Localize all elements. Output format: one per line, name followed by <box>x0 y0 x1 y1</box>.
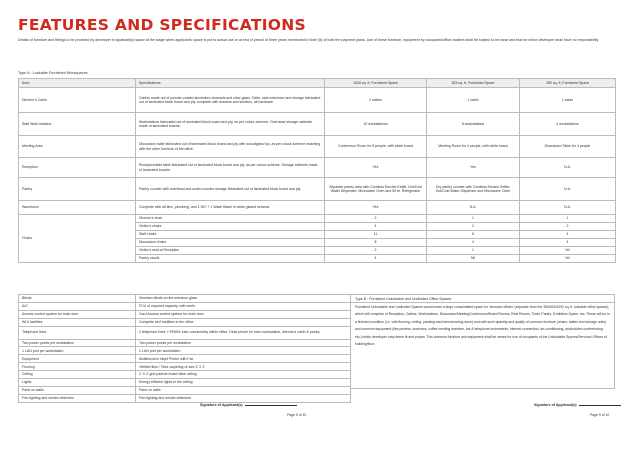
signature-right <box>534 403 621 407</box>
value-1000-cell: Separate pantry area with Cordless Electric Kettle, Hot/Cold Water Dispenser, Microwave Oven and 50 ltr. Refrigerator <box>325 178 427 201</box>
value-350-cell: N.A. <box>520 201 616 215</box>
value-350-cell: 2 <box>520 223 616 231</box>
signature-label-right: Signature of Applicant(s) <box>534 403 577 407</box>
chair-spec-cell: Director's chair <box>136 215 325 223</box>
common-area-cell: A/C <box>19 302 136 310</box>
area-cell: Meeting Area <box>19 136 136 158</box>
value-525-cell: 8 <box>427 231 520 239</box>
common-area-cell: Ceiling <box>19 371 136 379</box>
table-row <box>19 158 616 178</box>
table-row <box>19 201 616 215</box>
chair-spec-cell: Visitor's chairs <box>136 223 325 231</box>
common-area-cell: Access control system for main door <box>19 310 136 318</box>
value-1000-cell: 8 <box>325 239 427 247</box>
chair-spec-cell: Staff chairs <box>136 231 325 239</box>
common-spec-cell: 2' X 2' grid particle board false ceiling <box>136 371 351 379</box>
value-1000-cell: 11 <box>325 231 427 239</box>
common-spec-cell: FCU of required capacity, with vents <box>136 302 351 310</box>
chair-row <box>19 215 616 223</box>
common-area-cell: Equipment <box>19 355 136 363</box>
value-1000-cell: 2 <box>325 247 427 255</box>
chair-spec-cell: Visitor's seat at Reception <box>136 247 325 255</box>
header-350-sqft: 350 sq. ft. Furnished Space <box>520 79 616 88</box>
spec-cell: Workstations fabricated out of laminated block board and ply, as per colour-scheme. Overhead storage cabinets made of laminated boards. <box>136 113 325 136</box>
value-350-cell: 1 <box>520 215 616 223</box>
value-525-cell: Nil <box>427 255 520 263</box>
type-a-label: Type A : Lockable Furnished Workspaces <box>18 71 88 75</box>
value-350-cell: N.A. <box>520 178 616 201</box>
common-spec-cell: 1 LAN port per workstation <box>136 347 351 355</box>
common-row <box>19 355 351 363</box>
workspace-spec-table <box>18 78 616 263</box>
spec-cell: Pantry counter with overhead and under-counter storage fabricated out of laminated block board and ply. <box>136 178 325 201</box>
value-1000-cell: 4 <box>325 255 427 263</box>
common-row <box>19 386 351 394</box>
common-row <box>19 379 351 387</box>
common-spec-cell: Multifunction Inkjet Printer with Fax <box>136 355 351 363</box>
common-row <box>19 295 351 303</box>
value-350-cell: Discussion Table for 4 people <box>520 136 616 158</box>
value-1000-cell: 10 workstations <box>325 113 427 136</box>
value-350-cell: Nil <box>520 247 616 255</box>
area-cell: Pantry <box>19 178 136 201</box>
common-row <box>19 310 351 318</box>
common-spec-cell: Venetian blinds on the entrance glass <box>136 295 351 303</box>
common-spec-cell: Vitrified tiles / Tiled carpeting of size 2' X 2' <box>136 363 351 371</box>
header-area: Area <box>19 79 136 88</box>
area-cell: Staff Work stations <box>19 113 136 136</box>
common-row <box>19 326 351 339</box>
page-number-right: Page 5 of 10 <box>590 413 610 417</box>
common-area-cell: Telephone lines <box>19 326 136 339</box>
value-525-cell: 1 cabin <box>427 88 520 113</box>
value-1000-cell: Yes <box>325 158 427 178</box>
common-spec-cell: Two power points per workstation <box>136 339 351 347</box>
value-1000-cell: Yes <box>325 201 427 215</box>
value-350-cell: 1 cabin <box>520 88 616 113</box>
spec-cell: Complete with all tiles, plumbing, and 1 WC + 1 Wash Basin in white glazed ceramic. <box>136 201 325 215</box>
value-525-cell: Yes <box>427 158 520 178</box>
table-header-row <box>19 79 616 88</box>
type-b-description: Furnished Unlockable and Undivided Spaces would mean a large consolidated space for 'serviced offices' (separate from the 350/525/1000 sq. ft. lockable office spaces), which will comprise of Reception, Cabins, Workstations, Discussion/Meeting/Conference/Board Rooms, Rest Rooms, Toilet, Pantry, Exhibition Space, etc. These will be in a finished condition (i.e. with flooring, ceiling, painting and internal wiring done) and with such quantity and quality of common furniture (chairs, tables and storage units) and common equipment (like printers, scanners, coffee vending machine, fax & telephone instruments, internet connection, air-conditioning, audio/video conferencing etc.) which developer may deem fit and proper. This common furniture and equipment shall be meant for use of occupants of the Unlockable Spaces/Serviced Offices of building/floor. <box>355 305 610 347</box>
header-525-sqft: 525 sq. ft. Furnished Space <box>427 79 520 88</box>
common-area-cell: 1 LAN port per workstation <box>19 347 136 355</box>
value-350-cell: 4 <box>520 231 616 239</box>
value-525-cell: 2 <box>427 223 520 231</box>
common-spec-cell: Energy efficient lights in the ceiling <box>136 379 351 387</box>
common-area-cell: Two power points per workstation <box>19 339 136 347</box>
value-525-cell: Meeting Room for 4 people, with white board <box>427 136 520 158</box>
common-spec-cell: Fire-fighting and smoke detectors <box>136 394 351 402</box>
intro-paragraph: Details of furniture and fittings to be provided by developer in applicant(s) space at the stage when applicant's space is put to actual use or at end of period of three years mentioned in Note (5) of both the payment plans. Use of these furniture, equipment by occupants/office-holders shall be subject to be wear and tear for which developer shall have no responsibility. <box>18 38 600 42</box>
table-row <box>19 113 616 136</box>
value-1000-cell: 2 <box>325 215 427 223</box>
value-525-cell: 1 <box>427 215 520 223</box>
common-spec-cell: Paint on walls <box>136 386 351 394</box>
signature-line-right <box>579 405 621 406</box>
common-area-cell: Wi-fi facilities <box>19 318 136 326</box>
signature-line-left <box>245 405 297 406</box>
common-row <box>19 339 351 347</box>
table-row <box>19 136 616 158</box>
value-525-cell: 1 <box>427 247 520 255</box>
area-cell: Director's Cabin <box>19 88 136 113</box>
value-525-cell: 4 <box>427 239 520 247</box>
common-spec-cell: 2 telephone lines + EPABX inter-connectivity within office. Desk phone for each workstation, director's cabin & pantry <box>136 326 351 339</box>
common-row <box>19 302 351 310</box>
common-row <box>19 347 351 355</box>
common-area-cell: Flooring <box>19 363 136 371</box>
value-350-cell: 4 workstations <box>520 113 616 136</box>
value-525-cell: Dry pantry counter with Cordless Electric Kettle, Hot/Cold Water Dispenser and Microwave Oven <box>427 178 520 201</box>
table-row <box>19 88 616 113</box>
value-1000-cell: 4 <box>325 223 427 231</box>
common-row <box>19 371 351 379</box>
page-number-left: Page 5 of 10 <box>287 413 307 417</box>
value-350-cell: 4 <box>520 239 616 247</box>
common-row <box>19 394 351 402</box>
value-1000-cell: 2 cabins <box>325 88 427 113</box>
common-area-cell: Fire-fighting and smoke detectors <box>19 394 136 402</box>
value-350-cell: N.A. <box>520 158 616 178</box>
common-spec-cell: Complete wi-fi facilities in the office <box>136 318 351 326</box>
value-525-cell: N.A. <box>427 201 520 215</box>
common-features-table <box>18 294 351 403</box>
header-1000-sqft: 1000 sq. ft. Furnished Space <box>325 79 427 88</box>
signature-label-left: Signature of Applicant(s) <box>200 403 243 407</box>
spec-cell: Discussion table fabricated out of laminated block board and ply with wood/glass top, as per colour-scheme matching with the other furniture of the office. <box>136 136 325 158</box>
chair-spec-cell: Discussion chairs <box>136 239 325 247</box>
type-b-box <box>350 294 615 389</box>
page-title: FEATURES AND SPECIFICATIONS <box>18 16 306 34</box>
common-row <box>19 318 351 326</box>
table-row <box>19 178 616 201</box>
chairs-area-cell: Chairs <box>19 215 136 263</box>
area-cell: Washroom <box>19 201 136 215</box>
chair-spec-cell: Pantry stools <box>136 255 325 263</box>
spec-cell: Cabins made out of powder-coated aluminium channels and clear glass. Table, side extension and storage fabricated out of laminated block board and ply, complete with drawers and shutters, all hardware. <box>136 88 325 113</box>
header-specifications: Specifications <box>136 79 325 88</box>
spec-cell: Reception/side table fabricated out of laminated block board and ply, as per colour-scheme. Storage cabinets made of laminated boards. <box>136 158 325 178</box>
value-525-cell: 8 workstations <box>427 113 520 136</box>
common-area-cell: Paint on walls <box>19 386 136 394</box>
value-1000-cell: Conference Room for 8 people, with white board <box>325 136 427 158</box>
signature-left <box>200 403 297 407</box>
common-row <box>19 363 351 371</box>
common-area-cell: Blinds <box>19 295 136 303</box>
common-spec-cell: Card Access control system for main door <box>136 310 351 318</box>
area-cell: Reception <box>19 158 136 178</box>
common-area-cell: Lights <box>19 379 136 387</box>
value-350-cell: Nil <box>520 255 616 263</box>
type-b-label: Type B : Furnished Unlockable and Undivided Office Spaces <box>351 296 614 303</box>
